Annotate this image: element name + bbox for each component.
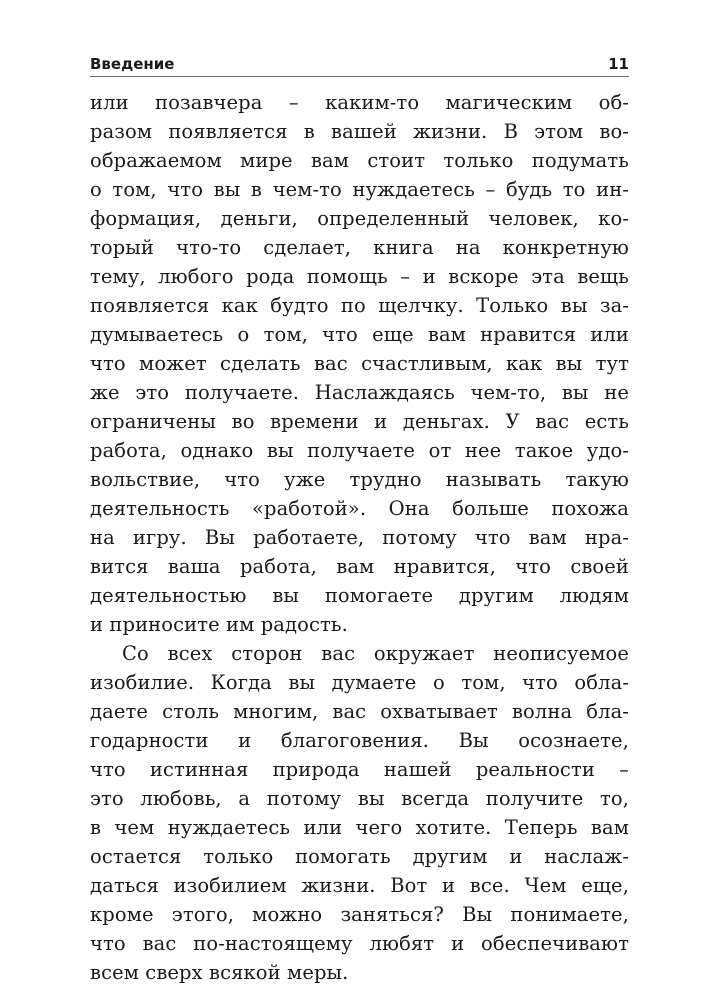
text-line: вольствие, что уже трудно называть такую bbox=[90, 468, 629, 491]
text-line: в чем нуждаетесь или чего хотите. Теперь вам bbox=[90, 816, 629, 839]
text-line: ограничены во времени и деньгах. У вас есть bbox=[90, 410, 629, 433]
text-line: тему, любого рода помощь – и вскоре эта вещь bbox=[90, 265, 629, 288]
running-header bbox=[90, 54, 629, 76]
text-line: изобилие. Когда вы думаете о том, что обла- bbox=[90, 671, 629, 694]
paragraph-2 bbox=[90, 639, 629, 987]
page-body bbox=[90, 88, 629, 987]
text-line: ображаемом мире вам стоит только подумать bbox=[90, 149, 629, 172]
text-line: Со всех сторон вас окружает неописуемое bbox=[122, 642, 629, 665]
chapter-title: Введение bbox=[90, 55, 175, 73]
text-line: работа, однако вы получаете от нее такое удо- bbox=[90, 439, 629, 462]
text-line: деятельностью вы помогаете другим людям bbox=[90, 584, 629, 607]
text-line: появляется как будто по щелчку. Только вы за- bbox=[90, 294, 629, 317]
text-line: даете столь многим, вас охватывает волна бла- bbox=[90, 700, 629, 723]
text-line: разом появляется в вашей жизни. В этом во- bbox=[90, 120, 629, 143]
text-line: годарности и благоговения. Вы осознаете, bbox=[90, 729, 629, 752]
text-line: всем сверх всякой меры. bbox=[90, 961, 349, 984]
text-line: что может сделать вас счастливым, как вы тут bbox=[90, 352, 629, 375]
text-line: кроме этого, можно заняться? Вы понимаете, bbox=[90, 903, 629, 926]
text-line: и приносите им радость. bbox=[90, 613, 348, 636]
text-line: что вас по-настоящему любят и обеспечивают bbox=[90, 932, 629, 955]
text-line: же это получаете. Наслаждаясь чем-то, вы не bbox=[90, 381, 629, 404]
page-number: 11 bbox=[608, 55, 629, 73]
text-line: или позавчера – каким-то магическим об- bbox=[90, 91, 629, 114]
text-line: даться изобилием жизни. Вот и все. Чем еще, bbox=[90, 874, 629, 897]
paragraph-1 bbox=[90, 88, 629, 639]
text-line: деятельность «работой». Она больше похожа bbox=[90, 497, 629, 520]
text-line: думываетесь о том, что еще вам нравится или bbox=[90, 323, 629, 346]
text-line: это любовь, а потому вы всегда получите то, bbox=[90, 787, 629, 810]
text-line: остается только помогать другим и наслаж- bbox=[90, 845, 629, 868]
header-divider bbox=[90, 76, 629, 77]
text-line: что истинная природа нашей реальности – bbox=[90, 758, 629, 781]
text-line: формация, деньги, определенный человек, ко- bbox=[90, 207, 629, 230]
text-line: торый что-то сделает, книга на конкретную bbox=[90, 236, 629, 259]
text-line: вится ваша работа, вам нравится, что своей bbox=[90, 555, 629, 578]
text-line: о том, что вы в чем-то нуждаетесь – будь то ин- bbox=[90, 178, 629, 201]
text-line: на игру. Вы работаете, потому что вам нра- bbox=[90, 526, 629, 549]
